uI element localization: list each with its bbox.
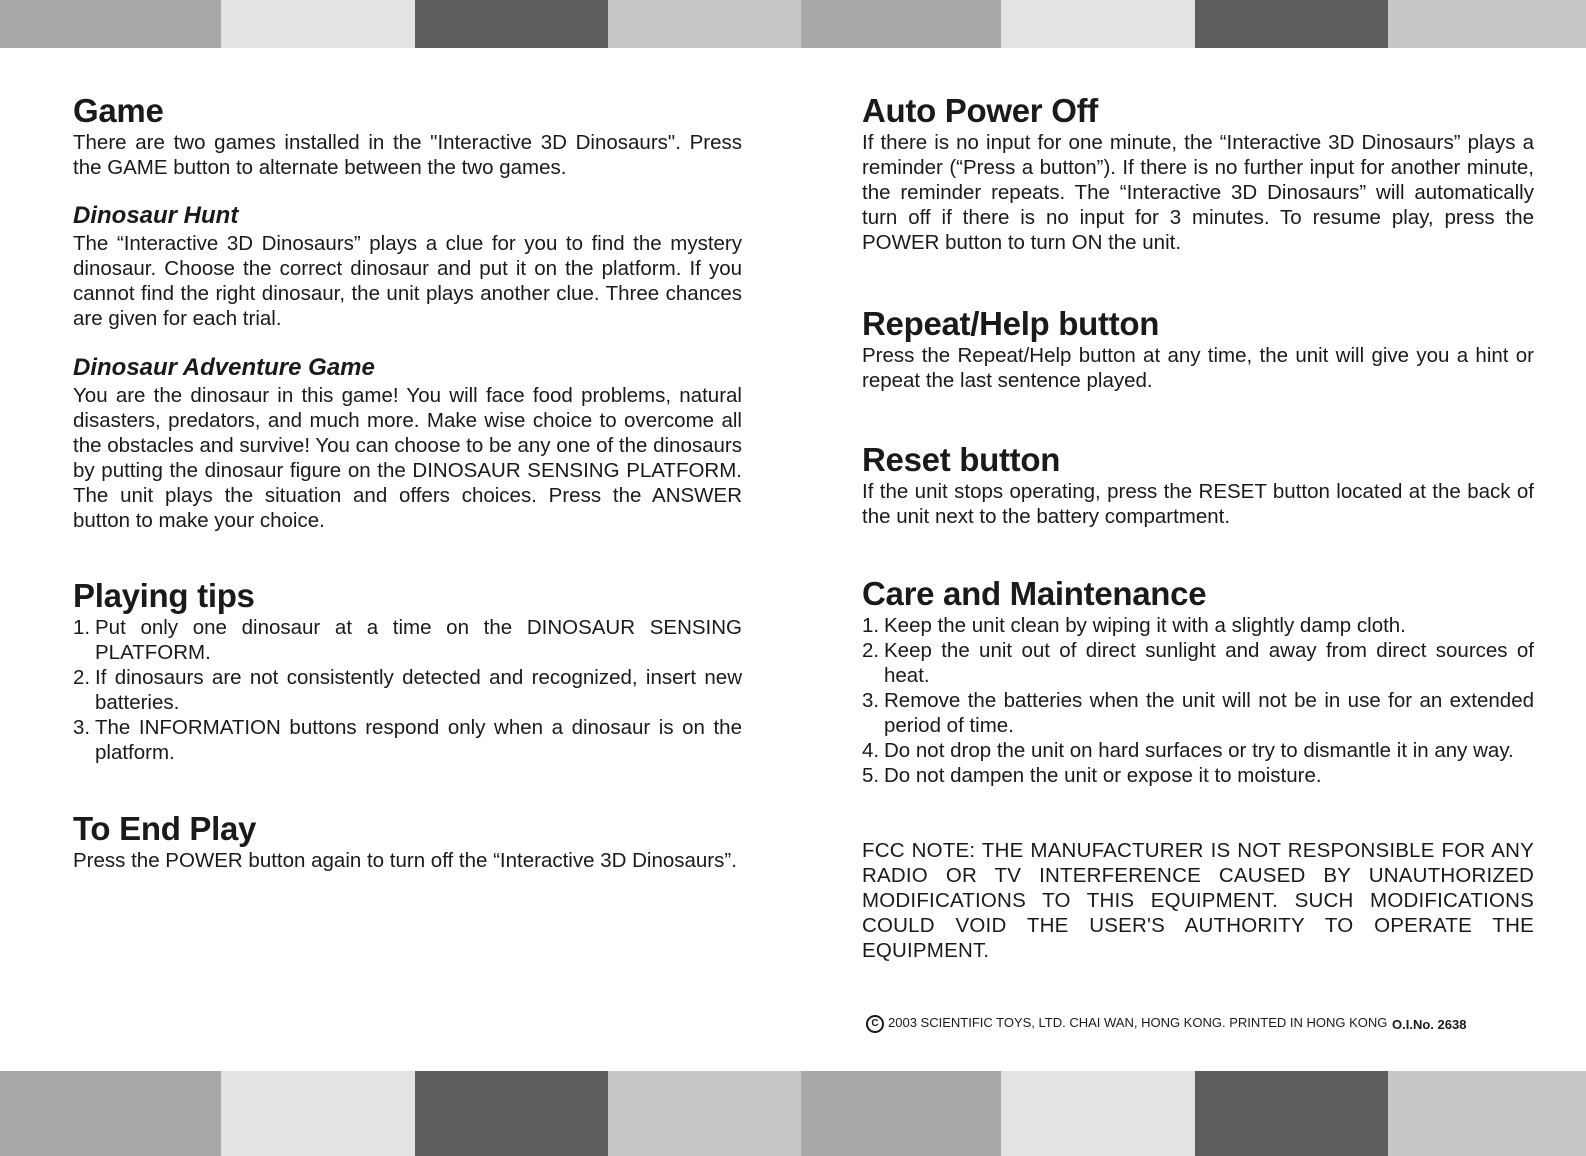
- list-item: [73, 615, 742, 665]
- list-text: The INFORMATION buttons respond only when a dinosaur is on the platform.: [95, 716, 742, 764]
- playing-tips-list: [73, 615, 742, 765]
- band-block: [1195, 1071, 1388, 1156]
- list-number: 2.: [862, 639, 880, 662]
- list-text: Keep the unit out of direct sunlight and away from direct sources of heat.: [884, 639, 1534, 687]
- auto-power-off-heading: Auto Power Off: [862, 92, 1098, 129]
- auto-power-off-section: [862, 92, 1534, 255]
- adventure-game-section: [73, 353, 742, 533]
- list-number: 3.: [862, 689, 880, 712]
- list-text: Keep the unit clean by wiping it with a slightly damp cloth.: [884, 614, 1406, 637]
- dinosaur-hunt-section: [73, 201, 742, 331]
- dinosaur-hunt-heading: Dinosaur Hunt: [73, 202, 239, 229]
- list-item: [73, 665, 742, 715]
- dinosaur-hunt-text: The “Interactive 3D Dinosaurs” plays a clue for you to find the mystery dinosaur. Choose the correct dinosaur and put it on the platform. If you cannot find the right dinosaur, the unit plays another clue. Three chances are given for each trial.: [73, 232, 742, 330]
- copyright-text: 2003 SCIENTIFIC TOYS, LTD. CHAI WAN, HONG KONG. PRINTED IN HONG KONG: [888, 1015, 1388, 1030]
- list-number: 3.: [73, 716, 91, 739]
- list-text: If dinosaurs are not consistently detected and recognized, insert new batteries.: [95, 666, 742, 714]
- band-block: [801, 0, 1001, 48]
- right-column: [862, 92, 1534, 963]
- list-number: 5.: [862, 764, 880, 787]
- list-item: [73, 715, 742, 765]
- list-text: Do not dampen the unit or expose it to moisture.: [884, 764, 1322, 787]
- list-text: Do not drop the unit on hard surfaces or try to dismantle it in any way.: [884, 739, 1514, 762]
- care-section: [862, 575, 1534, 788]
- list-number: 1.: [862, 614, 880, 637]
- care-heading: Care and Maintenance: [862, 575, 1207, 612]
- band-block: [801, 1071, 1001, 1156]
- reset-heading: Reset button: [862, 441, 1061, 478]
- adventure-game-heading: Dinosaur Adventure Game: [73, 354, 375, 381]
- band-block: [608, 0, 801, 48]
- auto-power-off-text: If there is no input for one minute, the “Interactive 3D Dinosaurs” plays a reminder (“Press a button”). If there is no further input for another minute, the reminder repeats. The “Interactive 3D Dinosaurs” will automatically turn off if there is no input for 3 minutes. To resume play, press the POWER button to turn ON the unit.: [862, 131, 1534, 254]
- list-number: 1.: [73, 616, 91, 639]
- repeat-help-text: Press the Repeat/Help button at any time, the unit will give you a hint or repeat the last sentence played.: [862, 344, 1534, 392]
- end-play-heading: To End Play: [73, 810, 257, 847]
- band-block: [415, 1071, 608, 1156]
- band-block: [415, 0, 608, 48]
- list-text: Remove the batteries when the unit will not be in use for an extended period of time.: [884, 689, 1534, 737]
- band-block: [1388, 0, 1586, 48]
- game-heading: Game: [73, 92, 164, 129]
- band-block: [0, 1071, 221, 1156]
- end-play-section: [73, 810, 742, 873]
- band-block: [221, 0, 415, 48]
- band-block: [0, 0, 221, 48]
- repeat-help-heading: Repeat/Help button: [862, 305, 1160, 342]
- reset-section: [862, 441, 1534, 529]
- list-number: 4.: [862, 739, 880, 762]
- band-block: [1001, 1071, 1195, 1156]
- list-item: [862, 738, 1534, 763]
- footer: [866, 1011, 1486, 1035]
- repeat-help-section: [862, 305, 1534, 393]
- list-number: 2.: [73, 666, 91, 689]
- reset-text: If the unit stops operating, press the RESET button located at the back of the unit next to the battery compartment.: [862, 480, 1534, 528]
- list-item: [862, 638, 1534, 688]
- left-column: [73, 92, 742, 873]
- end-play-text: Press the POWER button again to turn off the “Interactive 3D Dinosaurs”.: [73, 849, 737, 872]
- bottom-color-band: [0, 1071, 1586, 1156]
- adventure-game-text: You are the dinosaur in this game! You will face food problems, natural disasters, predators, and much more. Make wise choice to overcome all the obstacles and survive! You can choose to be any one of the dinosaurs by putting the dinosaur figure on the DINOSAUR SENSING PLATFORM. The unit plays the situation and offers choices. Press the ANSWER button to make your choice.: [73, 384, 742, 532]
- list-text: Put only one dinosaur at a time on the DINOSAUR SENSING PLATFORM.: [95, 616, 742, 664]
- band-block: [221, 1071, 415, 1156]
- list-item: [862, 763, 1534, 788]
- game-text: There are two games installed in the "Interactive 3D Dinosaurs". Press the GAME button to alternate between the two games.: [73, 131, 742, 179]
- fcc-note: FCC NOTE: THE MANUFACTURER IS NOT RESPONSIBLE FOR ANY RADIO OR TV INTERFERENCE CAUSED BY UNAUTHORIZED MODIFICATIONS TO THIS EQUIPMENT. SUCH MODIFICATIONS COULD VOID THE USER'S AUTHORITY TO OPERATE THE EQUIPMENT.: [862, 839, 1534, 962]
- band-block: [608, 1071, 801, 1156]
- copyright-icon: C: [866, 1015, 884, 1033]
- band-block: [1001, 0, 1195, 48]
- playing-tips-section: [73, 577, 742, 765]
- top-color-band: [0, 0, 1586, 48]
- game-section: [73, 92, 742, 180]
- list-item: [862, 613, 1534, 638]
- list-item: [862, 688, 1534, 738]
- care-list: [862, 613, 1534, 788]
- band-block: [1388, 1071, 1586, 1156]
- band-block: [1195, 0, 1388, 48]
- oi-number: O.I.No. 2638: [1392, 1017, 1467, 1032]
- playing-tips-heading: Playing tips: [73, 577, 255, 614]
